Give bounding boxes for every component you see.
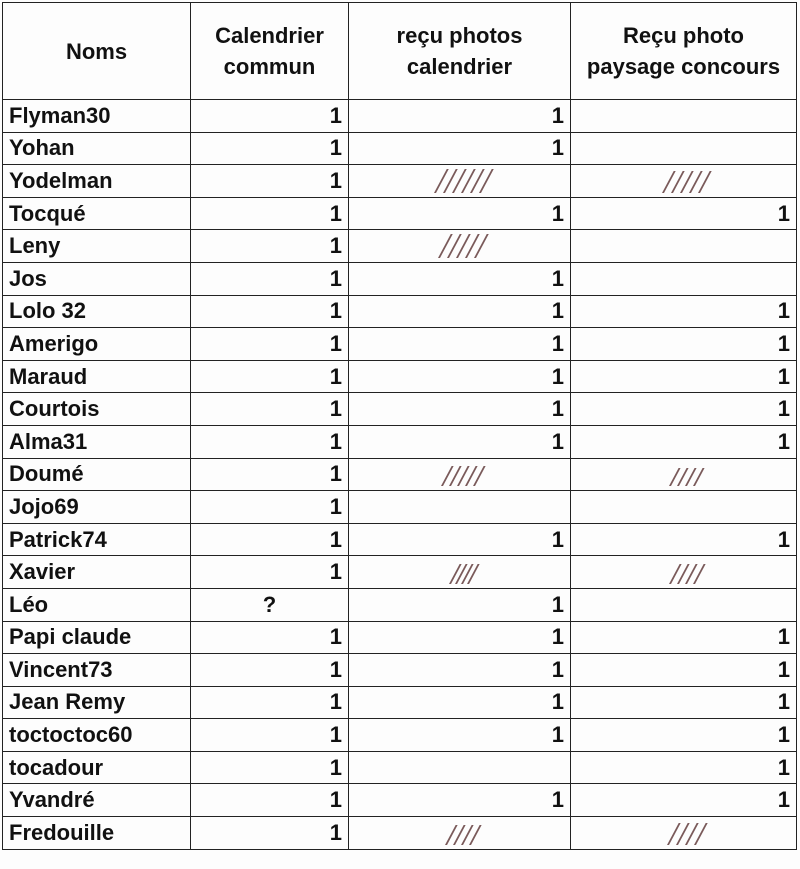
hatch-strokes-icon — [663, 560, 705, 586]
hatch-strokes-icon — [349, 230, 571, 263]
tally-body — [3, 100, 797, 850]
row-name: Vincent73 — [3, 654, 191, 687]
table-row — [3, 719, 797, 752]
row-name: toctoctoc60 — [3, 719, 191, 752]
row-pays-value — [571, 491, 797, 524]
row-recu-value: 1 — [349, 523, 571, 556]
hatch-strokes-icon — [349, 817, 571, 850]
row-pays-value — [571, 100, 797, 133]
table-row — [3, 262, 797, 295]
row-pays-value: 1 — [571, 360, 797, 393]
table-row — [3, 100, 797, 133]
row-name: Fredouille — [3, 817, 191, 850]
row-cal-value: 1 — [191, 425, 349, 458]
header-recu-photos-calendrier: reçu photos calendrier — [349, 3, 571, 100]
row-cal-value: 1 — [191, 230, 349, 263]
row-name: Léo — [3, 588, 191, 621]
table-row — [3, 523, 797, 556]
header-row — [3, 3, 797, 100]
row-cal-value: 1 — [191, 817, 349, 850]
row-name: Lolo 32 — [3, 295, 191, 328]
row-name: Xavier — [3, 556, 191, 589]
row-name: Leny — [3, 230, 191, 263]
row-cal-value: 1 — [191, 751, 349, 784]
hatch-strokes-icon — [663, 462, 705, 488]
hatch-strokes-icon — [443, 560, 477, 586]
table-row — [3, 588, 797, 621]
row-pays-value: 1 — [571, 197, 797, 230]
table-row — [3, 328, 797, 361]
table-row — [3, 491, 797, 524]
row-recu-value — [349, 751, 571, 784]
row-pays-value — [571, 230, 797, 263]
row-recu-value: 1 — [349, 360, 571, 393]
row-pays-value: 1 — [571, 621, 797, 654]
row-name: Patrick74 — [3, 523, 191, 556]
table-row — [3, 621, 797, 654]
table-row — [3, 751, 797, 784]
table-row — [3, 360, 797, 393]
row-cal-value: 1 — [191, 165, 349, 198]
row-name: Doumé — [3, 458, 191, 491]
table-row — [3, 654, 797, 687]
row-pays-value — [571, 132, 797, 165]
row-cal-value: 1 — [191, 784, 349, 817]
row-pays-value: 1 — [571, 784, 797, 817]
row-name: tocadour — [3, 751, 191, 784]
row-cal-value: ? — [191, 588, 349, 621]
row-name: Jos — [3, 262, 191, 295]
row-name: Jojo69 — [3, 491, 191, 524]
row-cal-value: 1 — [191, 654, 349, 687]
table-row — [3, 556, 797, 589]
tally-table — [2, 2, 797, 850]
table-row — [3, 784, 797, 817]
row-name: Maraud — [3, 360, 191, 393]
row-pays-value: 1 — [571, 686, 797, 719]
row-pays-value: 1 — [571, 523, 797, 556]
row-name: Yodelman — [3, 165, 191, 198]
row-cal-value: 1 — [191, 491, 349, 524]
hatch-strokes-icon — [435, 462, 485, 488]
row-pays-value — [571, 588, 797, 621]
row-cal-value: 1 — [191, 621, 349, 654]
row-name: Yohan — [3, 132, 191, 165]
row-cal-value: 1 — [191, 262, 349, 295]
hatch-strokes-icon — [432, 234, 487, 260]
row-cal-value: 1 — [191, 360, 349, 393]
row-pays-value — [571, 262, 797, 295]
row-cal-value: 1 — [191, 393, 349, 426]
row-name: Courtois — [3, 393, 191, 426]
row-name: Jean Remy — [3, 686, 191, 719]
table-row — [3, 817, 797, 850]
hatch-strokes-icon — [571, 165, 797, 198]
table-row — [3, 393, 797, 426]
hatch-strokes-icon — [439, 821, 481, 847]
row-recu-value: 1 — [349, 686, 571, 719]
row-recu-value: 1 — [349, 425, 571, 458]
row-recu-value: 1 — [349, 654, 571, 687]
table-row — [3, 686, 797, 719]
table-row — [3, 230, 797, 263]
row-cal-value: 1 — [191, 328, 349, 361]
row-recu-value: 1 — [349, 328, 571, 361]
row-pays-value: 1 — [571, 751, 797, 784]
row-recu-value: 1 — [349, 784, 571, 817]
row-recu-value: 1 — [349, 719, 571, 752]
hatch-strokes-icon — [571, 556, 797, 589]
row-cal-value: 1 — [191, 719, 349, 752]
row-recu-value: 1 — [349, 197, 571, 230]
row-cal-value: 1 — [191, 523, 349, 556]
row-pays-value: 1 — [571, 328, 797, 361]
hatch-strokes-icon — [656, 169, 711, 195]
row-pays-value: 1 — [571, 425, 797, 458]
row-cal-value: 1 — [191, 458, 349, 491]
row-recu-value: 1 — [349, 132, 571, 165]
row-name: Flyman30 — [3, 100, 191, 133]
table-row — [3, 295, 797, 328]
row-cal-value: 1 — [191, 100, 349, 133]
hatch-strokes-icon — [428, 169, 492, 195]
row-recu-value: 1 — [349, 100, 571, 133]
row-name: Papi claude — [3, 621, 191, 654]
hatch-strokes-icon — [661, 821, 707, 847]
header-calendrier-commun: Calendrier commun — [191, 3, 349, 100]
row-name: Amerigo — [3, 328, 191, 361]
row-pays-value: 1 — [571, 719, 797, 752]
row-pays-value: 1 — [571, 654, 797, 687]
hatch-strokes-icon — [349, 165, 571, 198]
row-recu-value: 1 — [349, 295, 571, 328]
table-row — [3, 197, 797, 230]
row-cal-value: 1 — [191, 686, 349, 719]
row-recu-value: 1 — [349, 393, 571, 426]
row-recu-value: 1 — [349, 621, 571, 654]
header-noms: Noms — [3, 3, 191, 100]
hatch-strokes-icon — [571, 817, 797, 850]
row-cal-value: 1 — [191, 295, 349, 328]
row-recu-value — [349, 491, 571, 524]
hatch-strokes-icon — [349, 458, 571, 491]
row-pays-value: 1 — [571, 393, 797, 426]
row-cal-value: 1 — [191, 197, 349, 230]
table-row — [3, 132, 797, 165]
header-recu-photo-paysage-concours: Reçu photo paysage concours — [571, 3, 797, 100]
table-row — [3, 165, 797, 198]
row-name: Tocqué — [3, 197, 191, 230]
row-pays-value: 1 — [571, 295, 797, 328]
row-name: Alma31 — [3, 425, 191, 458]
table-row — [3, 458, 797, 491]
row-cal-value: 1 — [191, 132, 349, 165]
row-recu-value: 1 — [349, 262, 571, 295]
row-name: Yvandré — [3, 784, 191, 817]
hatch-strokes-icon — [349, 556, 571, 589]
row-recu-value: 1 — [349, 588, 571, 621]
table-row — [3, 425, 797, 458]
row-cal-value: 1 — [191, 556, 349, 589]
hatch-strokes-icon — [571, 458, 797, 491]
